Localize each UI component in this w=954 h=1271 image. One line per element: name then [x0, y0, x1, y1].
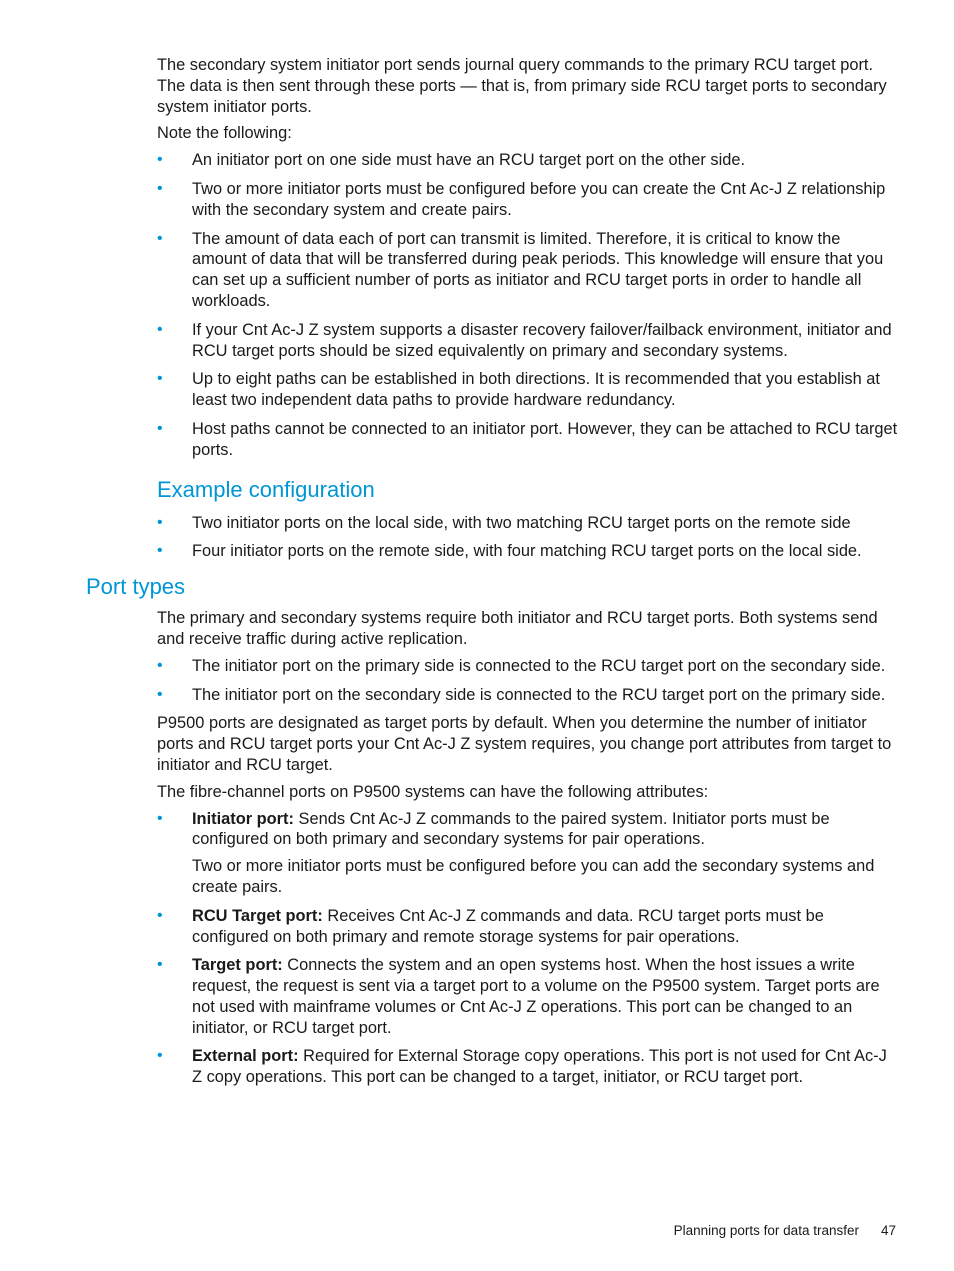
term-label: RCU Target port:	[192, 906, 323, 925]
footer-section-title: Planning ports for data transfer	[673, 1223, 859, 1238]
list-item: • Up to eight paths can be established in both directions. It is recommended that you establish at least two independent data paths to provide hardware redundancy.	[157, 369, 899, 411]
page-content	[86, 55, 899, 1096]
term-description: Connects the system and an open systems host. When the host issues a write request, the request is sent via a target port to a volume on the P9500 system. Target ports are not used with mainframe volumes or Cnt Ac-J Z operations. This port can be changed to an initiator, or RCU target port.	[192, 956, 880, 1037]
list-item: • The initiator port on the secondary side is connected to the RCU target port on the primary side.	[157, 685, 899, 706]
attributes-list	[157, 809, 899, 1089]
list-item: • If your Cnt Ac-J Z system supports a disaster recovery failover/failback environment, initiator and RCU target ports should be sized equivalently on primary and secondary systems.	[157, 320, 899, 362]
page-footer	[674, 1223, 896, 1238]
term-label: Target port:	[192, 956, 283, 975]
note-paragraph: Note the following:	[157, 124, 292, 143]
term-description: Sends Cnt Ac-J Z commands to the paired system. Initiator ports must be configured on both primary and secondary systems for pair operations.	[192, 809, 830, 849]
list-item-rcu-target-port	[157, 906, 899, 948]
example-configuration-heading: Example configuration	[157, 476, 375, 502]
list-item-external-port	[157, 1046, 899, 1088]
term-label: Initiator port:	[192, 809, 294, 828]
term-description: Receives Cnt Ac-J Z commands and data. RCU target ports must be configured on both primary and remote storage systems for pair operations.	[192, 906, 824, 946]
page-number: 47	[880, 1223, 896, 1238]
port-types-intro: The primary and secondary systems require both initiator and RCU target ports. Both systems send and receive traffic during active replication.	[157, 609, 878, 648]
sub-paragraph: Two or more initiator ports must be configured before you can add the secondary systems and create pairs.	[192, 857, 875, 896]
list-item: • Two or more initiator ports must be configured before you can create the Cnt Ac-J Z relationship with the secondary system and create pairs.	[157, 179, 899, 221]
port-types-heading: Port types	[86, 574, 186, 600]
default-ports-paragraph: P9500 ports are designated as target ports by default. When you determine the number of initiator ports and RCU target ports your Cnt Ac-J Z system requires, you change port attributes from target to initiator and RCU target.	[157, 714, 892, 774]
list-item: • The amount of data each of port can transmit is limited. Therefore, it is critical to know the amount of data that will be transferred during peak periods. This knowledge will ensure that you can set up a sufficient number of ports as initiator and RCU target ports in order to handle all workloads.	[157, 229, 899, 312]
term-label: External port:	[192, 1047, 299, 1066]
list-item-initiator-port	[157, 809, 899, 898]
example-list	[157, 513, 899, 563]
list-item: • An initiator port on one side must have an RCU target port on the other side.	[157, 150, 899, 171]
list-item: • Host paths cannot be connected to an initiator port. However, they can be attached to RCU target ports.	[157, 419, 899, 461]
term-description: Required for External Storage copy operations. This port is not used for Cnt Ac-J Z copy operations. This port can be changed to a target, initiator, or RCU target port.	[192, 1047, 887, 1087]
list-item: • Four initiator ports on the remote side, with four matching RCU target ports on the local side.	[157, 541, 899, 562]
list-item: • The initiator port on the primary side is connected to the RCU target port on the secondary side.	[157, 656, 899, 677]
notes-list	[157, 150, 899, 460]
port-sides-list	[157, 656, 899, 706]
list-item-target-port	[157, 955, 899, 1038]
intro-paragraph: The secondary system initiator port sends journal query commands to the primary RCU target port. The data is then sent through these ports — that is, from primary side RCU target ports to secondary system initiator ports.	[157, 56, 887, 116]
attributes-intro: The fibre-channel ports on P9500 systems can have the following attributes:	[157, 782, 709, 801]
list-item: • Two initiator ports on the local side, with two matching RCU target ports on the remote side	[157, 513, 899, 534]
